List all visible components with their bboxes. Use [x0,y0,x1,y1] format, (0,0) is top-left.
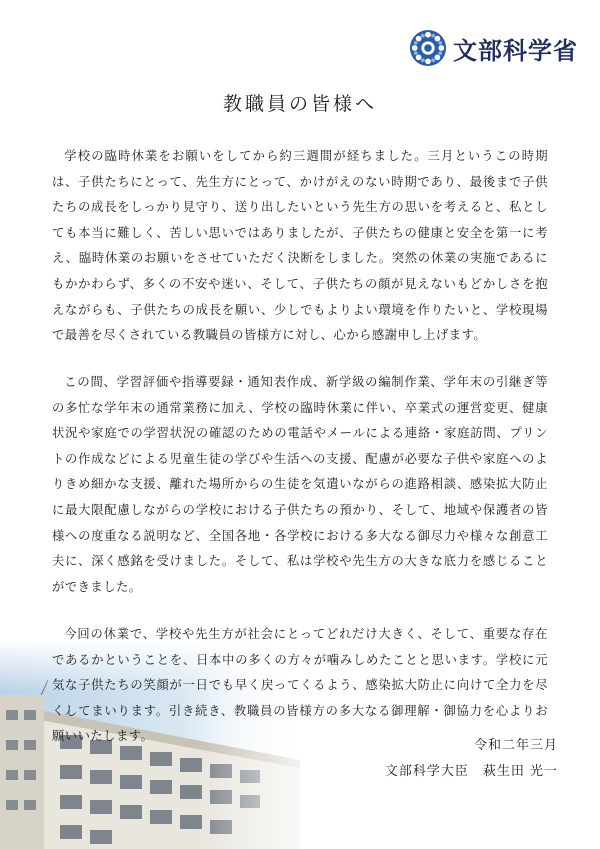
mext-logo [409,28,578,68]
paragraph-3: 今回の休業で、学校や先生方が社会にとってどれだけ大きく、そして、重要な存在であるかということを、日本中の多くの方々が噛みしめたことと思います。学校に元気な子供たちの笑顔が一日でも早く戻ってくるよう、感染拡大防止に向けて全力を尽くしてまいります。引き続き、教職員の皆様方の多大なる御理解・御協力を心よりお願いいたします。 [52,627,548,744]
signature-date: 令和二年三月 [473,738,558,753]
paragraph-1: 学校の臨時休業をお願いをしてから約三週間が経ちました。三月というこの時期は、子供たちにとって、先生方にとって、かけがえのない時期であり、最後まで子供たちの成長をしっかり見守り、送り出したいという先生方の思いを考えると、私としても本当に難しく、苦しい思いではありましたが、子供たちの健康と安全を第一に考え、臨時休業のお願いをさせていただく決断をしました。突然の休業の実施であるにもかかわらず、多くの不安や迷い、そして、子供たちの顔が見えないもどかしさを抱えながらも、子供たちの成長を願い、少しでもよりよい環境を作りたいと、学校現場で最善を尽くされている教職員の皆様方に対し、心から感謝申し上げます。 [52,149,548,343]
logo-text: 文部科学省 [453,36,578,65]
page-title: 教職員の皆様へ [222,93,377,115]
mext-flower-logo [409,29,447,67]
signature-author: 文部科学大臣 萩生田 光一 [384,764,558,779]
paragraph-2: この間、学習評価や指導要録・通知表作成、新学級の編制作業、学年末の引継ぎ等の多忙な学年末の通常業務に加え、学校の臨時休業に伴い、卒業式の運営変更、健康状況や家庭での学習状況の確認のための電話やメールによる連絡・家庭訪問、プリントの作成などによる児童生徒の学びや生活への支援、配慮が必要な子供や家庭へのよりきめ細かな支援、離れた場所からの生徒を気遣いながらの進路相談、感染拡大防止に最大限配慮しながらの学校における子供たちの預かり、そして、地域や保護者の皆様への度重なる説明など、全国各地・各学校における多大なる御尽力や様々な創意工夫に、深く感銘を受けました。そして、私は学校や先生方の大きな底力を感じることができました。 [52,375,548,594]
